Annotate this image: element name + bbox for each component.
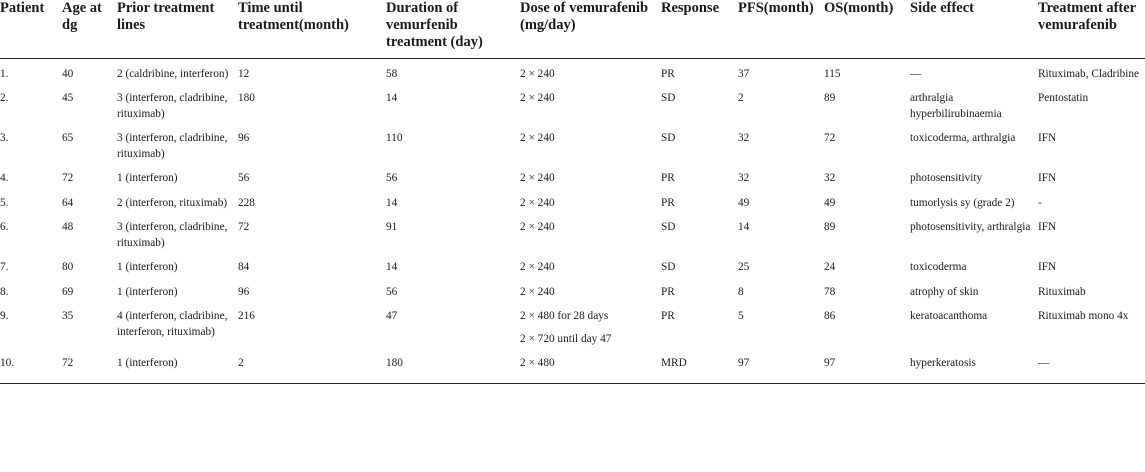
cell-duration: 14	[386, 261, 398, 273]
cell-patient: 2.	[0, 92, 9, 104]
cell-response: SD	[661, 221, 676, 233]
cell-treatment-after: -	[1038, 196, 1042, 209]
cell-treatment-after: Pentostatin	[1038, 92, 1089, 104]
header-prior-treatment: Prior treatment lines	[117, 0, 238, 58]
table-row	[0, 255, 1145, 280]
dose-line: 2 × 240	[520, 67, 555, 80]
cell-age: 45	[62, 92, 74, 104]
cell-age: 64	[62, 196, 74, 209]
cell-time-until-treatment: 2	[238, 351, 386, 383]
cell-dose	[520, 280, 661, 305]
cell-treatment-after: IFN	[1038, 132, 1057, 144]
dose-line: 2 × 240	[520, 92, 555, 104]
cell-prior-treatment: 1 (interferon)	[117, 351, 238, 383]
cell-side-effect: keratoacanthoma	[910, 310, 988, 322]
cell-os: 115	[824, 67, 841, 80]
table-row	[0, 351, 1145, 383]
table-row	[0, 126, 1145, 166]
cell-duration: 14	[386, 92, 398, 104]
table-row	[0, 166, 1145, 191]
cell-response: PR	[661, 172, 675, 184]
cell-os: 86	[824, 310, 836, 322]
cell-patient: 3.	[0, 132, 9, 144]
cell-response: SD	[661, 261, 676, 273]
cell-side-effect: atrophy of skin	[910, 285, 979, 298]
cell-prior-treatment: 1 (interferon)	[117, 285, 178, 298]
header-treatment-after: Treatment after vemurafenib	[1038, 0, 1145, 58]
cell-pfs: 25	[738, 261, 750, 273]
cell-side-effect: hyperkeratosis	[910, 351, 1038, 383]
cell-treatment-after: IFN	[1038, 261, 1057, 273]
cell-os: 89	[824, 92, 836, 104]
cell-patient: 6.	[0, 221, 9, 233]
cell-treatment-after: —	[1038, 351, 1145, 383]
cell-patient: 5.	[0, 196, 9, 209]
dose-line: 2 × 240	[520, 196, 555, 209]
table-row	[0, 215, 1145, 255]
cell-patient: 4.	[0, 172, 9, 184]
dose-line: 2 × 480	[520, 357, 555, 369]
cell-patient: 10.	[0, 351, 62, 383]
cell-time-until-treatment: 228	[238, 196, 255, 209]
cell-dose	[520, 86, 661, 126]
header-row	[0, 0, 1145, 58]
header-pfs: PFS(month)	[738, 0, 824, 58]
cell-pfs: 49	[738, 196, 750, 209]
cell-pfs: 32	[738, 132, 750, 144]
dose-line: 2 × 480 for 28 days	[520, 310, 609, 322]
dose-line: 2 × 240	[520, 261, 555, 273]
dose-line: 2 × 240	[520, 132, 555, 144]
header-os: OS(month)	[824, 0, 910, 58]
cell-age: 48	[62, 221, 74, 233]
cell-time-until-treatment: 216	[238, 310, 255, 322]
cell-treatment-after: Rituximab mono 4x	[1038, 310, 1129, 322]
cell-dose	[520, 215, 661, 255]
header-duration: Duration of vemurfenib treatment (day)	[386, 0, 520, 58]
cell-os: 72	[824, 132, 836, 144]
cell-side-effect: toxicoderma	[910, 261, 967, 273]
cell-time-until-treatment: 96	[238, 285, 250, 298]
cell-patient: 7.	[0, 261, 9, 273]
cell-duration: 58	[386, 67, 398, 80]
table-row	[0, 304, 1145, 351]
header-response: Response	[661, 0, 738, 58]
cell-pfs: 97	[738, 351, 824, 383]
cell-os: 49	[824, 196, 836, 209]
cell-duration: 91	[386, 221, 398, 233]
cell-side-effect: arthralgia hyperbilirubinaemia	[910, 92, 1002, 120]
cell-treatment-after: Rituximab	[1038, 285, 1086, 298]
cell-os: 97	[824, 351, 910, 383]
cell-response: PR	[661, 67, 675, 80]
cell-response: MRD	[661, 351, 738, 383]
cell-patient: 8.	[0, 285, 9, 298]
cell-dose	[520, 126, 661, 166]
cell-dose	[520, 191, 661, 216]
cell-duration: 56	[386, 172, 398, 184]
cell-age: 72	[62, 351, 117, 383]
cell-response: PR	[661, 285, 675, 298]
cell-dose	[520, 166, 661, 191]
cell-prior-treatment: 3 (interferon, cladribine, rituximab)	[117, 92, 228, 120]
cell-response: PR	[661, 196, 675, 209]
dose-line: 2 × 240	[520, 221, 555, 233]
cell-treatment-after: Rituximab, Cladribine	[1038, 67, 1140, 80]
cell-side-effect: photosensitivity, arthralgia	[910, 221, 1031, 233]
cell-time-until-treatment: 12	[238, 67, 250, 80]
dose-line: 2 × 720 until day 47	[520, 332, 612, 345]
cell-age: 40	[62, 67, 74, 80]
cell-age: 80	[62, 261, 74, 273]
cell-prior-treatment: 3 (interferon, cladribine, rituximab)	[117, 221, 228, 249]
cell-os: 78	[824, 285, 836, 298]
cell-treatment-after: IFN	[1038, 221, 1057, 233]
header-age: Age at dg	[62, 0, 117, 58]
cell-side-effect: photosensitivity	[910, 172, 983, 184]
cell-time-until-treatment: 96	[238, 132, 250, 144]
table-row	[0, 280, 1145, 305]
dose-line: 2 × 240	[520, 172, 555, 184]
header-dose: Dose of vemurafenib (mg/day)	[520, 0, 661, 58]
cell-dose	[520, 255, 661, 280]
cell-duration: 180	[386, 351, 520, 383]
cell-prior-treatment: 1 (interferon)	[117, 261, 178, 273]
cell-pfs: 37	[738, 67, 750, 80]
cell-age: 65	[62, 132, 74, 144]
cell-time-until-treatment: 56	[238, 172, 250, 184]
cell-prior-treatment: 4 (interferon, cladribine, interferon, rituximab)	[117, 310, 228, 338]
cell-pfs: 32	[738, 172, 750, 184]
cell-response: PR	[661, 310, 675, 322]
cell-age: 35	[62, 310, 74, 322]
cell-time-until-treatment: 180	[238, 92, 255, 104]
cell-prior-treatment: 2 (interferon, rituximab)	[117, 196, 228, 209]
cell-response: SD	[661, 132, 676, 144]
cell-patient: 1.	[0, 67, 9, 80]
cell-response: SD	[661, 92, 676, 104]
cell-pfs: 5	[738, 310, 744, 322]
table-row	[0, 191, 1145, 216]
dose-line: 2 × 240	[520, 285, 555, 298]
table-row	[0, 86, 1145, 126]
cell-age: 69	[62, 285, 74, 298]
cell-dose	[520, 58, 661, 86]
cell-pfs: 2	[738, 92, 744, 104]
cell-side-effect: —	[910, 67, 922, 80]
cell-os: 24	[824, 261, 836, 273]
header-time-until-treatment: Time until treatment(month)	[238, 0, 386, 58]
cell-patient: 9.	[0, 310, 9, 322]
cell-prior-treatment: 3 (interferon, cladribine, rituximab)	[117, 132, 228, 160]
cell-treatment-after: IFN	[1038, 172, 1057, 184]
cell-pfs: 8	[738, 285, 744, 298]
header-patient: Patient	[0, 0, 62, 58]
cell-duration: 14	[386, 196, 398, 209]
cell-age: 72	[62, 172, 74, 184]
cell-duration: 110	[386, 132, 403, 144]
cell-duration: 47	[386, 310, 398, 322]
header-side-effect: Side effect	[910, 0, 1038, 58]
cell-os: 32	[824, 172, 836, 184]
table-row	[0, 58, 1145, 86]
cell-time-until-treatment: 84	[238, 261, 250, 273]
cell-side-effect: toxicoderma, arthralgia	[910, 132, 1016, 144]
cell-dose	[520, 351, 661, 383]
cell-time-until-treatment: 72	[238, 221, 250, 233]
cell-os: 89	[824, 221, 836, 233]
cell-prior-treatment: 1 (interferon)	[117, 172, 178, 184]
cell-pfs: 14	[738, 221, 750, 233]
cell-prior-treatment: 2 (caldribine, interferon)	[117, 67, 229, 80]
cell-side-effect: tumorlysis sy (grade 2)	[910, 196, 1015, 209]
cell-dose	[520, 304, 661, 351]
cell-duration: 56	[386, 285, 398, 298]
